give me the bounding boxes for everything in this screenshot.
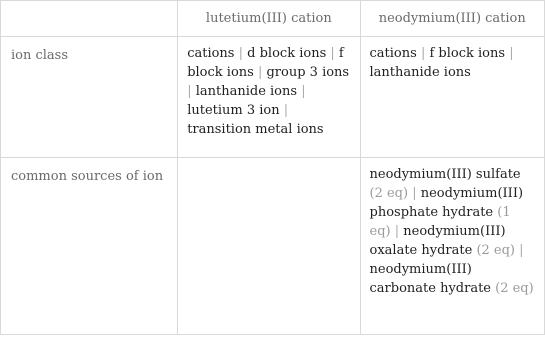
separator: | bbox=[257, 65, 263, 80]
separator: | bbox=[283, 103, 289, 118]
common-sources-lutetium bbox=[178, 158, 360, 335]
ion-class-neodymium bbox=[360, 37, 545, 158]
separator: | bbox=[187, 84, 192, 99]
table-row bbox=[1, 158, 545, 335]
separator: | bbox=[412, 186, 417, 201]
separator: | bbox=[420, 46, 426, 61]
separator: | bbox=[238, 46, 244, 61]
header-neodymium: neodymium(III) cation bbox=[360, 1, 545, 37]
list-item: f block ions bbox=[429, 46, 506, 61]
list-item: group 3 ions bbox=[266, 65, 350, 80]
ion-class-lutetium bbox=[178, 37, 360, 158]
header-corner bbox=[1, 1, 178, 37]
list-item: neodymium(III) oxalate hydrate bbox=[369, 224, 506, 258]
row-label-common-sources: common sources of ion bbox=[1, 158, 178, 335]
row-label-ion-class: ion class bbox=[1, 37, 178, 158]
list-item: neodymium(III) sulfate bbox=[369, 167, 521, 182]
list-item: neodymium(III) phosphate hydrate bbox=[369, 186, 524, 220]
separator: | bbox=[509, 46, 514, 61]
table-row bbox=[1, 37, 545, 158]
list-item: d block ions bbox=[247, 46, 327, 61]
header-row bbox=[1, 1, 545, 37]
equivalents-note: (1 eq) bbox=[369, 205, 511, 239]
header-lutetium: lutetium(III) cation bbox=[178, 1, 360, 37]
separator: | bbox=[301, 84, 306, 99]
list-item: neodymium(III) carbonate hydrate bbox=[369, 262, 491, 296]
list-item: lanthanide ions bbox=[369, 65, 471, 80]
list-item: f block ions bbox=[187, 46, 344, 80]
equivalents-note: (2 eq) bbox=[476, 243, 515, 258]
separator: | bbox=[394, 224, 400, 239]
equivalents-note: (2 eq) bbox=[495, 281, 534, 296]
list-item: lanthanide ions bbox=[195, 84, 298, 99]
separator: | bbox=[330, 46, 335, 61]
list-item: lutetium 3 ion bbox=[187, 103, 280, 118]
separator: | bbox=[519, 243, 524, 258]
common-sources-neodymium bbox=[360, 158, 545, 335]
list-item: transition metal ions bbox=[187, 122, 324, 137]
list-item: cations bbox=[187, 46, 235, 61]
equivalents-note: (2 eq) bbox=[369, 186, 409, 201]
list-item: cations bbox=[369, 46, 417, 61]
